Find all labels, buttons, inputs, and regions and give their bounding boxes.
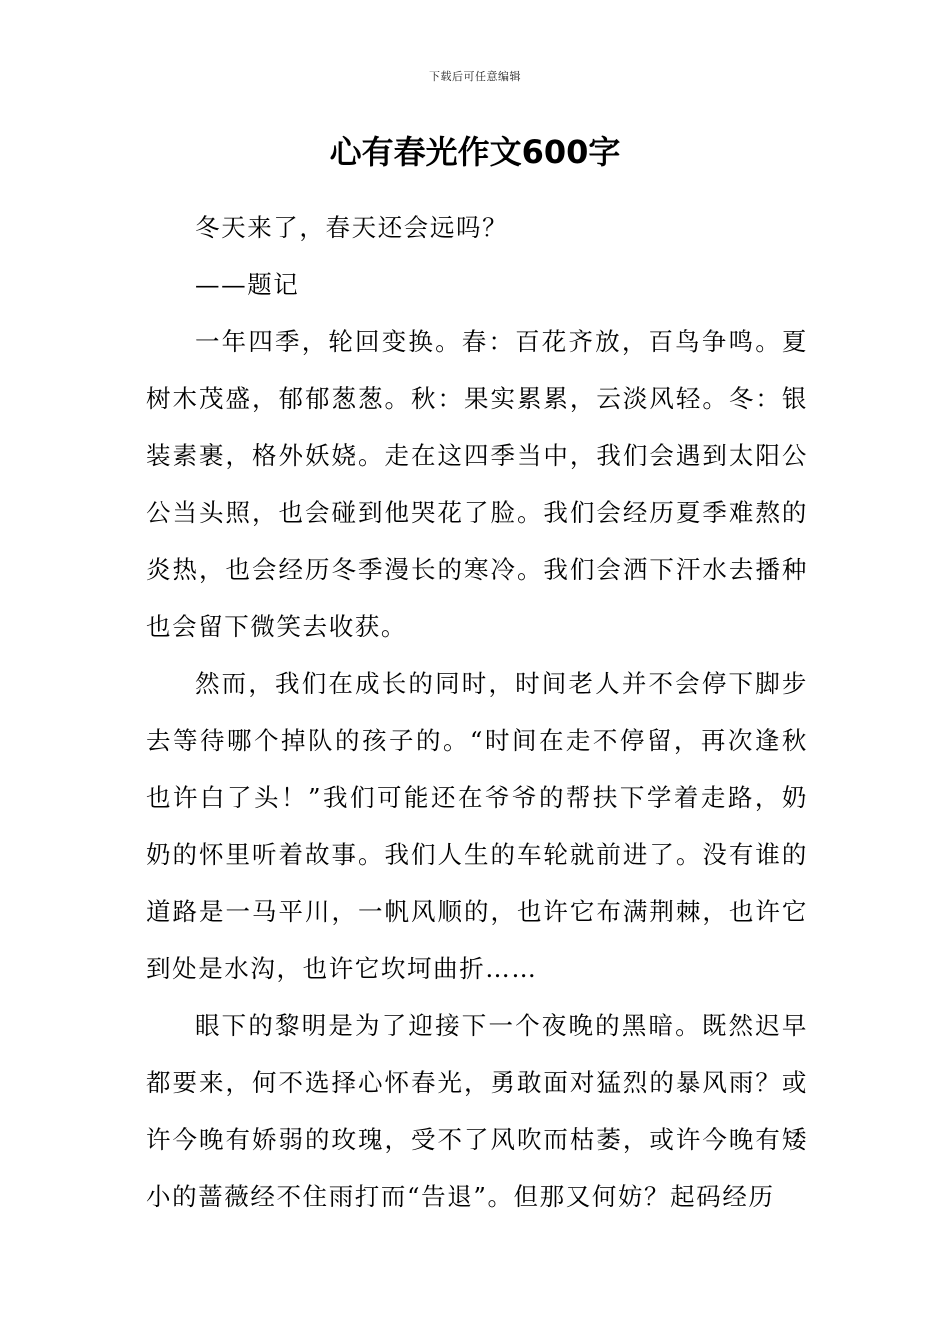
paragraph-dawn: 眼下的黎明是为了迎接下一个夜晚的黑暗。既然迟早都要来，何不选择心怀春光，勇敢面对猛烈的暴风雨？或许今晚有娇弱的玫瑰，受不了风吹而枯萎，或许今晚有矮小的蔷薇经不住雨打而“告退”。但那又何妨？起码经历 xyxy=(146,1011,808,1211)
page-title: 心有春光作文600字 xyxy=(329,133,621,171)
paragraph-epigraph: 冬天来了，春天还会远吗？ xyxy=(195,213,509,242)
paragraph-growth: 然而，我们在成长的同时，时间老人并不会停下脚步去等待哪个掉队的孩子的。“时间在走不停留，再次逢秋也许白了头！”我们可能还在爷爷的帮扶下学着走路，奶奶的怀里听着故事。我们人生的车轮就前进了。没有谁的道路是一马平川，一帆风顺的，也许它布满荆棘，也许它到处是水沟，也许它坎坷曲折…… xyxy=(146,669,808,983)
paragraph-seasons: 一年四季，轮回变换。春：百花齐放，百鸟争鸣。夏树木茂盛，郁郁葱葱。秋：果实累累，云淡风轻。冬：银装素裹，格外妖娆。走在这四季当中，我们会遇到太阳公公当头照，也会碰到他哭花了脸。我们会经历夏季难熬的炎热，也会经历冬季漫长的寒冷。我们会洒下汗水去播种也会留下微笑去收获。 xyxy=(146,327,808,641)
header-note: 下载后可任意编辑 xyxy=(429,70,521,83)
paragraph-epigraph-note: ——题记 xyxy=(195,270,300,299)
essay-body xyxy=(146,199,808,1225)
